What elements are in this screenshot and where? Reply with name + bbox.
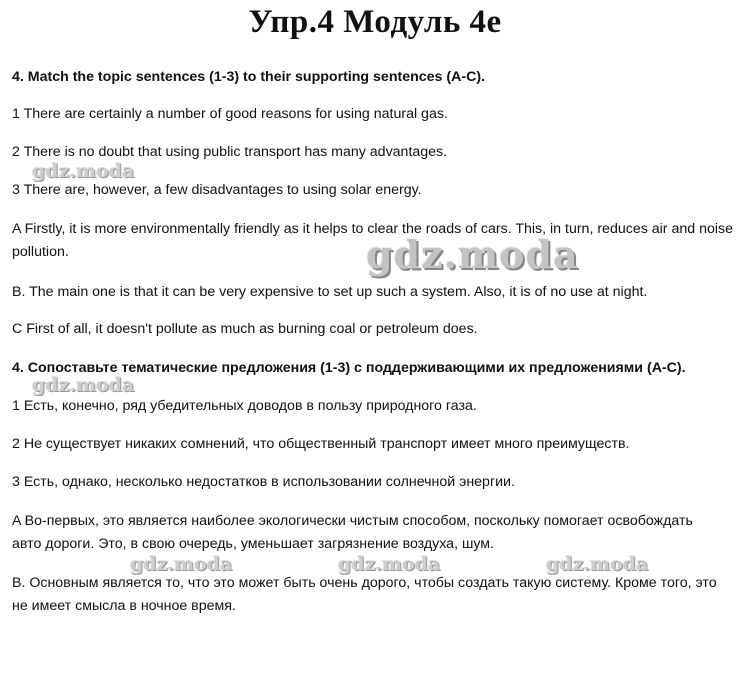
english-topic-sentence-1: 1 There are certainly a number of good reasons for using natural gas. xyxy=(12,106,448,122)
english-supporting-sentence-a: A Firstly, it is more environmentally friendly as it helps to clear the roads of cars. This, in turn, reduces air and noise pollution. xyxy=(12,221,733,260)
russian-task-heading: 4. Сопоставьте тематические предложения (1-3) с поддерживающими их предложениями (A-C). xyxy=(12,360,686,376)
watermark: gdz.moda xyxy=(366,232,579,277)
watermark: gdz.moda xyxy=(32,374,135,396)
watermark: gdz.moda xyxy=(130,553,233,575)
watermark: gdz.moda xyxy=(546,553,649,575)
english-task-heading: 4. Match the topic sentences (1-3) to their supporting sentences (A-C). xyxy=(12,69,485,85)
russian-supporting-sentence-a: A Во-первых, это является наиболее экологически чистым способом, поскольку помогает освобождать авто дороги. Это, в свою очередь, уменьшает загрязнение воздуха, шум. xyxy=(12,513,693,552)
english-topic-sentence-3: 3 There are, however, a few disadvantages to using solar energy. xyxy=(12,182,422,198)
english-supporting-sentence-c: C First of all, it doesn't pollute as much as burning coal or petroleum does. xyxy=(12,321,478,337)
english-topic-sentence-2: 2 There is no doubt that using public transport has many advantages. xyxy=(12,144,448,160)
page-title: Упр.4 Модуль 4e xyxy=(248,4,502,40)
watermark: gdz.moda xyxy=(32,160,135,182)
english-supporting-sentence-b: B. The main one is that it can be very expensive to set up such a system. Also, it is of no use at night. xyxy=(12,284,648,300)
russian-topic-sentence-1: 1 Есть, конечно, ряд убедительных доводов в пользу природного газа. xyxy=(12,398,477,414)
watermark: gdz.moda xyxy=(338,553,441,575)
russian-topic-sentence-2: 2 Не существует никаких сомнений, что общественный транспорт имеет много преимуществ. xyxy=(12,436,630,452)
russian-topic-sentence-3: 3 Есть, однако, несколько недостатков в использовании солнечной энергии. xyxy=(12,474,515,490)
russian-supporting-sentence-b: B. Основным является то, что это может быть очень дорого, чтобы создать такую систему. Кроме того, это не имеет смысла в ночное время. xyxy=(12,575,717,614)
